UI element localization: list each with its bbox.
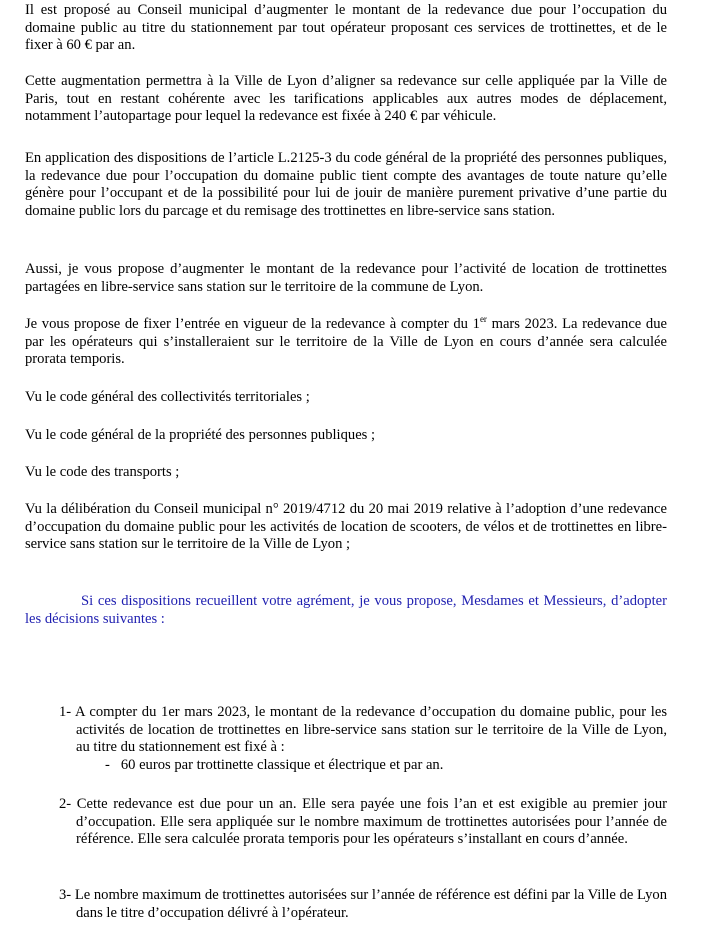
paragraph-redevance-proposal: Il est proposé au Conseil municipal d’augmenter le montant de la redevance due pour l’occupation du domaine public au titre du stationnement par tout opérateur proposant ces services de trottinettes, et de le fixer à 60 € par an. xyxy=(25,2,667,54)
entry-into-force-text-before: Je vous propose de fixer l’entrée en vigueur de la redevance à compter du 1 xyxy=(25,316,480,332)
entry-into-force-text-after: mars 2023. La redevance due par les opérateurs qui s’installeraient sur le territoire de la Ville de Lyon en cours d’année sera calculée prorata temporis. xyxy=(25,316,668,368)
vu-code-collectivites: Vu le code général des collectivités territoriales ; xyxy=(25,389,310,405)
decision-1-body: A compter du 1er mars 2023, le montant de la redevance d’occupation du domaine public, pour les activités de location de trottinettes en libre-service sans station sur le territoire de la Ville de Lyon, au titre du stationnement est fixé à : xyxy=(75,704,667,756)
decision-2-text xyxy=(59,796,667,849)
paragraph-alignment-paris: Cette augmentation permettra à la Ville de Lyon d’aligner sa redevance sur celle appliquée par la Ville de Paris, tout en restant cohérente avec les tarifications applicables aux autres modes de déplacement, notamment l’autopartage pour lequel la redevance est fixée à 240 € par véhicule. xyxy=(25,73,667,125)
decision-1-bullet-marker: - xyxy=(105,756,110,773)
vu-deliberation: Vu la délibération du Conseil municipal n° 2019/4712 du 20 mai 2019 relative à l’adoption d’une redevance d’occupation du domaine public pour les activités de location de scooters, de vélos et de trottinettes en libre-service sans station sur le territoire de la Ville de Lyon ; xyxy=(25,501,667,553)
decision-1-bullet-text: 60 euros par trottinette classique et électrique et par an. xyxy=(120,756,444,773)
decision-1-number: 1- xyxy=(59,704,72,720)
paragraph-entry-into-force xyxy=(25,316,667,369)
decision-item-1 xyxy=(59,704,667,774)
decision-1-bullet xyxy=(59,757,667,775)
decision-3-number: 3- xyxy=(59,887,72,903)
decision-item-3 xyxy=(59,887,667,922)
decision-2-number: 2- xyxy=(59,796,72,812)
entry-into-force-superscript: er xyxy=(479,314,487,325)
paragraph-increase-proposal: Aussi, je vous propose d’augmenter le montant de la redevance pour l’activité de location de trottinettes partagées en libre-service sans station sur le territoire de la commune de Lyon. xyxy=(25,261,667,295)
decision-3-text xyxy=(59,887,667,922)
vu-code-transports: Vu le code des transports ; xyxy=(25,464,180,480)
decision-item-2 xyxy=(59,796,667,849)
paragraph-legal-basis: En application des dispositions de l’article L.2125-3 du code général de la propriété des personnes publiques, la redevance due pour l’occupation du domaine public tient compte des avantages de toute nature qu’elle génère pour l’occupant et de la possibilité pour lui de jouir de manière purement privative d’une partie du domaine public lors du parcage et du remisage des trottinettes en libre-service sans station. xyxy=(25,150,667,219)
proposal-paragraph: Si ces dispositions recueillent votre agrément, je vous propose, Mesdames et Messieurs, d’adopter les décisions suivantes : xyxy=(25,593,667,627)
decision-3-body: Le nombre maximum de trottinettes autorisées sur l’année de référence est défini par la Ville de Lyon dans le titre d’occupation délivré à l’opérateur. xyxy=(74,887,667,921)
vu-code-propriete: Vu le code général de la propriété des personnes publiques ; xyxy=(25,427,376,443)
decision-1-text xyxy=(59,704,667,757)
decision-2-body: Cette redevance est due pour un an. Elle sera payée une fois l’an et est exigible au premier jour d’occupation. Elle sera appliquée sur le nombre maximum de trottinettes autorisées pour l’année de référence. Elle sera calculée prorata temporis pour les opérateurs s’installant en cours d’année. xyxy=(76,796,667,848)
